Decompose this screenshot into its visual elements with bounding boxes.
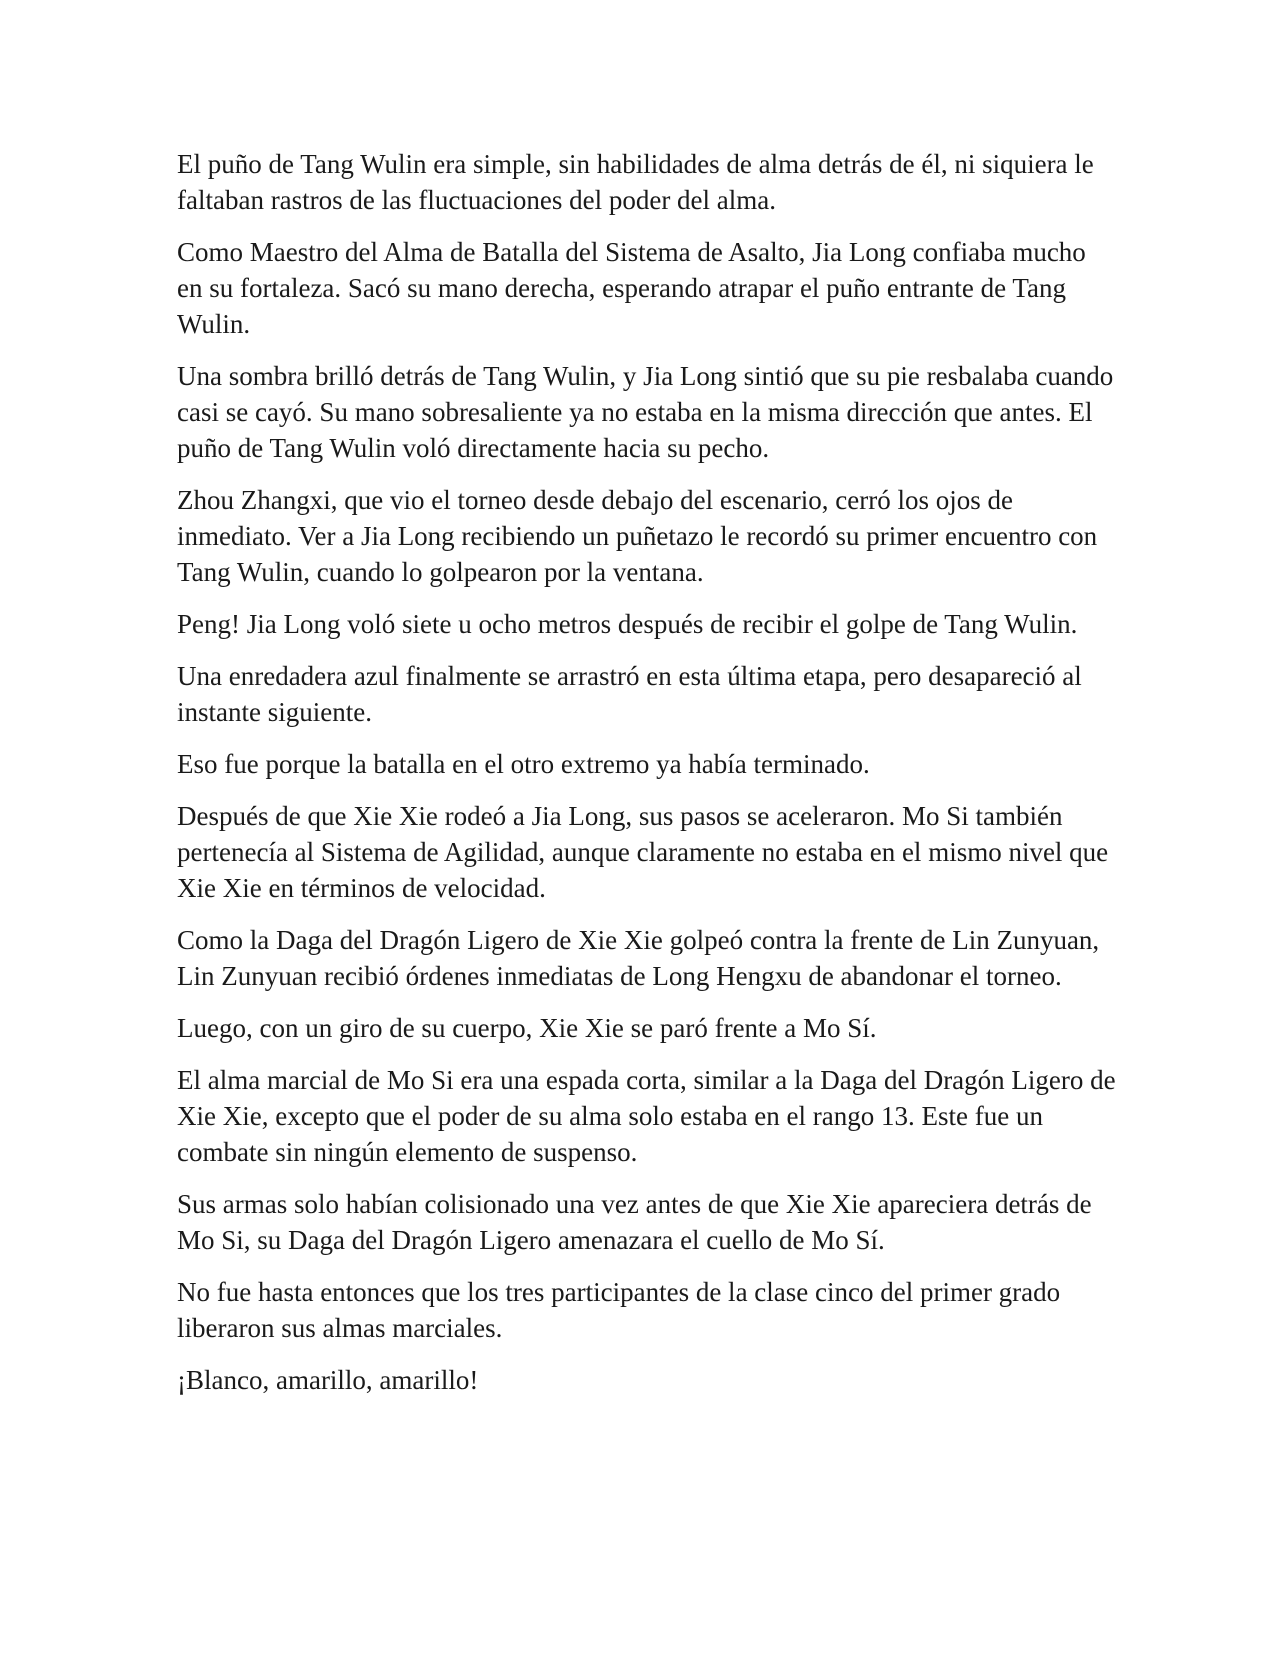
- paragraph: El alma marcial de Mo Si era una espada corta, similar a la Daga del Dragón Ligero de Xie Xie, excepto que el poder de su alma solo estaba en el rango 13. Este fue un combate sin ningún elemento de suspenso.: [177, 1065, 1116, 1167]
- paragraph: ¡Blanco, amarillo, amarillo!: [177, 1365, 479, 1395]
- document-body: [177, 146, 1117, 1414]
- paragraph: Zhou Zhangxi, que vio el torneo desde debajo del escenario, cerró los ojos de inmediato. Ver a Jia Long recibiendo un puñetazo le recordó su primer encuentro con Tang Wulin, cuando lo golpearon por la ventana.: [177, 485, 1098, 587]
- paragraph: Luego, con un giro de su cuerpo, Xie Xie se paró frente a Mo Sí.: [177, 1013, 877, 1043]
- paragraph: Una enredadera azul finalmente se arrastró en esta última etapa, pero desapareció al instante siguiente.: [177, 661, 1082, 727]
- paragraph: Después de que Xie Xie rodeó a Jia Long, sus pasos se aceleraron. Mo Si también pertenecía al Sistema de Agilidad, aunque claramente no estaba en el mismo nivel que Xie Xie en términos de velocidad.: [177, 801, 1109, 903]
- paragraph: No fue hasta entonces que los tres participantes de la clase cinco del primer grado liberaron sus almas marciales.: [177, 1277, 1061, 1343]
- paragraph: Una sombra brilló detrás de Tang Wulin, y Jia Long sintió que su pie resbalaba cuando casi se cayó. Su mano sobresaliente ya no estaba en la misma dirección que antes. El puño de Tang Wulin voló directamente hacia su pecho.: [177, 361, 1114, 463]
- paragraph: El puño de Tang Wulin era simple, sin habilidades de alma detrás de él, ni siquiera le faltaban rastros de las fluctuaciones del poder del alma.: [177, 149, 1094, 215]
- paragraph: Eso fue porque la batalla en el otro extremo ya había terminado.: [177, 749, 870, 779]
- paragraph: Como la Daga del Dragón Ligero de Xie Xie golpeó contra la frente de Lin Zunyuan, Lin Zunyuan recibió órdenes inmediatas de Long Hengxu de abandonar el torneo.: [177, 925, 1100, 991]
- paragraph: Como Maestro del Alma de Batalla del Sistema de Asalto, Jia Long confiaba mucho en su fortaleza. Sacó su mano derecha, esperando atrapar el puño entrante de Tang Wulin.: [177, 237, 1086, 339]
- paragraph: Sus armas solo habían colisionado una vez antes de que Xie Xie apareciera detrás de Mo Si, su Daga del Dragón Ligero amenazara el cuello de Mo Sí.: [177, 1189, 1092, 1255]
- paragraph: Peng! Jia Long voló siete u ocho metros después de recibir el golpe de Tang Wulin.: [177, 609, 1078, 639]
